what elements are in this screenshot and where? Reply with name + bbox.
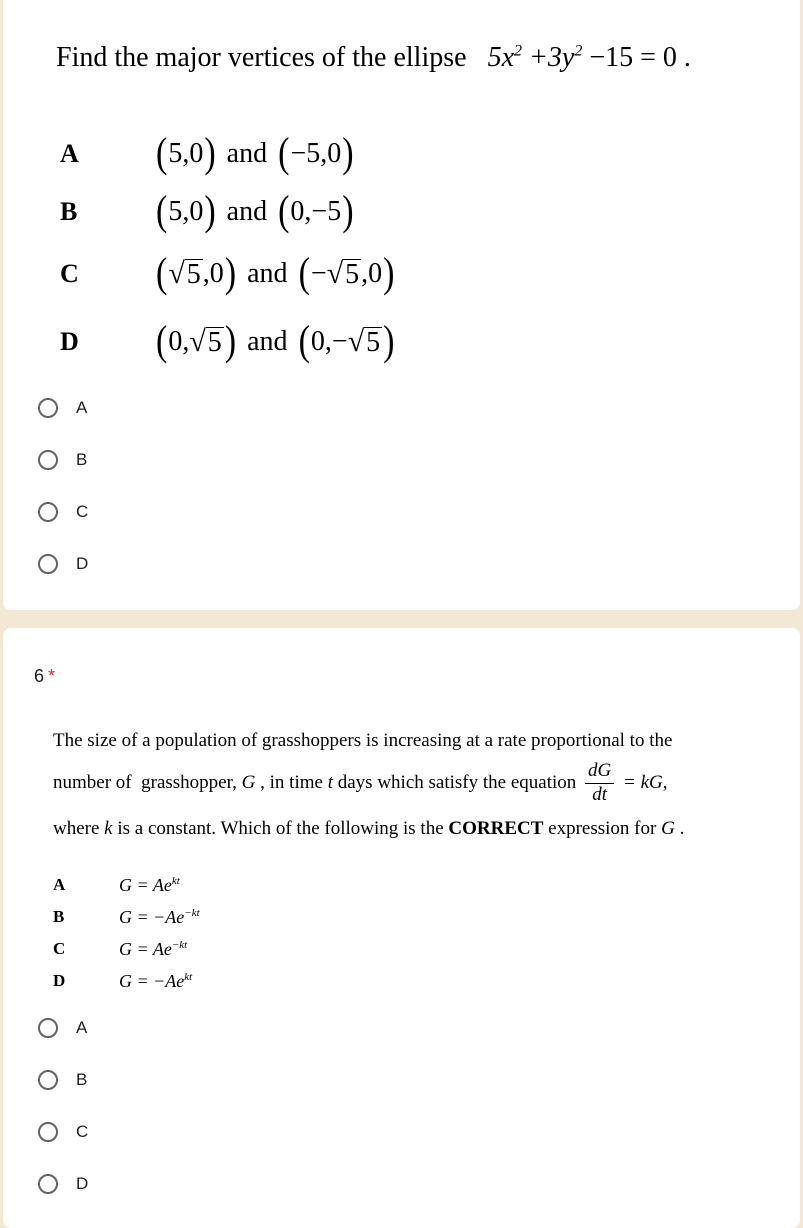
option-letter: D — [60, 327, 79, 356]
radio-label: A — [76, 1018, 88, 1037]
radio-circle[interactable] — [38, 1122, 58, 1142]
line-text: The size of a population of grasshoppers is increasing at a rate proportional to the — [53, 730, 673, 751]
ellipse-equation — [488, 42, 691, 73]
and-word: and — [226, 196, 268, 227]
prompt-text: Find the major vertices of the ellipse — [56, 42, 467, 73]
point-left-post: ,0 — [202, 258, 224, 289]
option-letter: B — [53, 907, 65, 926]
eq-term-2: +3y — [522, 42, 575, 73]
expr-base: G = −Ae — [119, 906, 185, 927]
radio-circle[interactable] — [38, 450, 58, 470]
option-b-row — [60, 190, 355, 234]
question-card-6 — [3, 628, 800, 1228]
question-line-2 — [53, 760, 667, 807]
line-text: days which satisfy the equation — [333, 772, 582, 794]
frac-denominator: dt — [592, 783, 608, 805]
option-expression — [119, 971, 192, 992]
radio-option-c[interactable] — [38, 502, 88, 522]
point-left: 5,0 — [168, 196, 204, 227]
radio-label: B — [76, 450, 88, 469]
point-right-pre: − — [310, 258, 327, 289]
expr-base: G = Ae — [119, 938, 172, 959]
line-text: where — [53, 818, 105, 839]
eq-exp-1: 2 — [514, 42, 522, 60]
sqrt-symbol: √ 5 — [326, 257, 360, 291]
var-k: k — [104, 818, 113, 839]
point-right: 0,−5 — [290, 196, 342, 227]
required-asterisk: * — [48, 666, 56, 686]
radio-option-d[interactable] — [38, 554, 88, 574]
option-expression — [119, 907, 200, 928]
line-end: , — [662, 772, 668, 794]
eq-rest: −15 = 0 — [582, 42, 677, 73]
radicand: 5 — [345, 259, 360, 291]
radio-option-b[interactable] — [38, 1070, 87, 1090]
radio-label: D — [76, 554, 89, 573]
question-prompt — [56, 42, 691, 74]
option-letter: C — [53, 939, 66, 958]
sqrt-symbol: √ 5 — [189, 325, 222, 359]
option-d-row — [53, 966, 192, 996]
option-letter: A — [60, 139, 79, 168]
line-text: is a constant. Which of the following is the — [112, 818, 449, 839]
radicand: 5 — [207, 327, 222, 359]
question-number-text: 6 — [34, 666, 45, 686]
radio-circle[interactable] — [38, 398, 58, 418]
option-c-row — [60, 252, 395, 296]
expr-base: G = Ae — [119, 874, 172, 895]
radio-label: D — [76, 1174, 89, 1193]
radicand: 5 — [366, 327, 381, 359]
point-right-pre: 0,− — [310, 326, 348, 357]
radio-label: A — [76, 398, 88, 417]
var-G: G — [661, 818, 675, 839]
expr-exponent: −kt — [171, 938, 188, 951]
option-b-row — [53, 902, 200, 932]
equation-rhs: = kG — [618, 772, 663, 794]
derivative-fraction — [585, 760, 614, 807]
question-card-5 — [3, 0, 800, 610]
sqrt-symbol: √ 5 — [347, 325, 381, 359]
question-number — [34, 666, 55, 687]
line-text: number of grasshopper, — [53, 772, 242, 794]
option-expression: ( 5,0 ) and ( 0,−5 ) — [156, 188, 354, 235]
eq-exp-2: 2 — [574, 42, 583, 60]
and-word: and — [247, 326, 288, 357]
eq-period: . — [676, 42, 691, 73]
radio-option-c[interactable] — [38, 1122, 88, 1142]
option-d-row — [60, 320, 395, 364]
point-left: 5,0 — [168, 138, 204, 169]
option-expression — [119, 875, 180, 896]
sqrt-symbol: √ 5 — [168, 257, 201, 291]
radio-label: B — [76, 1070, 88, 1089]
option-letter: A — [53, 875, 66, 894]
option-letter: D — [53, 971, 66, 990]
option-a-row — [53, 870, 180, 900]
radio-label: C — [76, 502, 89, 521]
line-text: , in time — [255, 772, 328, 794]
question-line-1 — [53, 730, 672, 752]
option-expression: ( 5,0 ) and ( −5,0 ) — [156, 130, 354, 177]
radio-circle[interactable] — [38, 1018, 58, 1038]
option-expression: ( 0, √ 5 ) and ( 0,− √ 5 ) — [156, 318, 395, 365]
option-c-row — [53, 934, 187, 964]
expr-base: G = −Ae — [119, 970, 185, 991]
expr-exponent: kt — [171, 874, 180, 887]
radio-circle[interactable] — [38, 502, 58, 522]
frac-numerator: dG — [585, 760, 614, 784]
radicand: 5 — [186, 259, 201, 291]
radio-circle[interactable] — [38, 1070, 58, 1090]
point-left-pre: 0, — [168, 326, 190, 357]
radio-option-a[interactable] — [38, 1018, 87, 1038]
radio-option-a[interactable] — [38, 398, 87, 418]
option-expression: ( √ 5 ,0 ) and ( − √ 5 ,0 ) — [156, 250, 395, 297]
line-end: . — [674, 818, 685, 839]
question-line-3 — [53, 818, 684, 840]
radio-circle[interactable] — [38, 554, 58, 574]
radio-label: C — [76, 1122, 89, 1141]
expr-exponent: kt — [184, 970, 193, 983]
var-t: t — [327, 772, 333, 794]
option-letter: C — [60, 259, 79, 288]
expr-exponent: −kt — [184, 906, 200, 919]
line-text: expression for — [543, 818, 662, 839]
radio-circle[interactable] — [38, 1174, 58, 1194]
eq-term-1: 5x — [487, 42, 514, 73]
emphasis-correct: CORRECT — [448, 818, 544, 839]
and-word: and — [247, 258, 288, 289]
option-a-row — [60, 132, 355, 176]
option-expression — [119, 939, 187, 960]
and-word: and — [226, 138, 268, 169]
radio-option-b[interactable] — [38, 450, 87, 470]
var-G: G — [241, 772, 256, 794]
option-letter: B — [60, 197, 78, 226]
point-right-post: ,0 — [361, 258, 383, 289]
radio-option-d[interactable] — [38, 1174, 88, 1194]
point-right: −5,0 — [290, 138, 342, 169]
